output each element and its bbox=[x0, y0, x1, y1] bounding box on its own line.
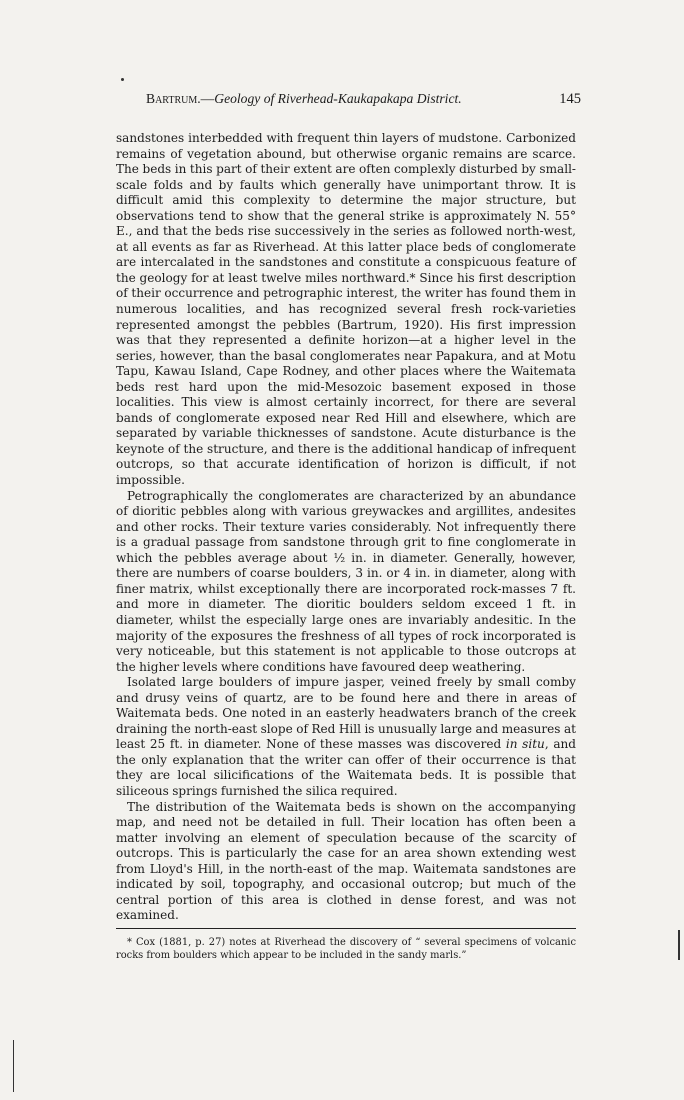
paragraph-1-text: sandstones interbedded with frequent thin layers of mudstone. Carbonized remains of vegetation abound, but otherwise organic remains are scarce. The beds in this part of their extent are often complexly disturbed by small-scale folds and by faults which generally have unimportant throw. It is difficult amid this complexity to determine the major structure, but observations tend to show that the general strike is approximately N. 55° E., and that the beds rise successively in the series as followed north-west, at all events as far as Riverhead. At this latter place beds of conglomerate are intercalated in the sandstones and constitute a conspicuous feature of the geology for at least twelve miles northward.* Since his first description of their occurrence and petrographic interest, the writer has found them in numerous localities, and has recognized several fresh rock-varieties represented amongst the pebbles (Bartrum, 1920). His first impression was that they represented a definite horizon—at a higher level in the series, however, than the basal conglomerates near Papakura, and at Motu Tapu, Kawau Island, Cape Rodney, and other places where the Waitemata beds rest hard upon the mid-Mesozoic basement exposed in those localities. This view is almost certainly incorrect, for there are several bands of conglomerate exposed near Red Hill and elsewhere, which are separated by variable thicknesses of sandstone. Acute disturbance is the keynote of the structure, and there is the additional handicap of infrequent outcrops, so that accurate identification of horizon is difficult, if not impossible. bbox=[116, 131, 576, 488]
scan-edge-line bbox=[678, 930, 680, 960]
footnote bbox=[116, 936, 576, 962]
footnote-divider bbox=[116, 928, 576, 929]
paragraph-2-text: Petrographically the conglomerates are characterized by an abundance of dioritic pebbles along with various greywackes and argillites, andesites and other rocks. Their texture varies considerably. Not infrequently there is a gradual passage from sandstone through grit to fine conglomerate in which the pebbles average about ½ in. in diameter. Generally, however, there are numbers of coarse boulders, 3 in. or 4 in. in diameter, along with finer matrix, whilst exceptionally there are incorporated rock-masses 7 ft. and more in diameter. The dioritic boulders seldom exceed 1 ft. in diameter, whilst the especially large ones are invariably andesitic. In the majority of the exposures the freshness of all types of rock incorporated is very noticeable, but this statement is not applicable to those outcrops at the higher levels where conditions have favoured deep weathering. bbox=[116, 488, 576, 674]
paragraph-2 bbox=[116, 489, 576, 676]
paragraph-3 bbox=[116, 675, 576, 799]
paragraph-1 bbox=[116, 131, 576, 489]
running-header bbox=[146, 90, 581, 108]
paragraph-3-text-a: Isolated large boulders of impure jasper, veined freely by small comby and drusy veins of quartz, are to be found here and there in areas of Waitemata beds. One noted in an easterly headwaters branch of the creek draining the north-east slope of Red Hill is unusually large and measures at least 25 ft. in diameter. None of these masses was discovered bbox=[116, 675, 576, 752]
paragraph-3-in-situ: in situ bbox=[505, 737, 545, 752]
page-number: 145 bbox=[559, 91, 581, 107]
header-separator: .— bbox=[197, 91, 215, 106]
header-title: Geology of Riverhead-Kaukapakapa District. bbox=[214, 91, 462, 106]
footnote-text: * Cox (1881, p. 27) notes at Riverhead the discovery of “ several specimens of volcanic rocks from boulders which appear to be included in the sandy marls.” bbox=[116, 937, 576, 961]
scan-speck bbox=[121, 78, 124, 81]
paragraph-4 bbox=[116, 800, 576, 924]
scan-margin-stroke bbox=[13, 1040, 14, 1092]
paragraph-4-text: The distribution of the Waitemata beds is shown on the accompanying map, and need not be detailed in full. Their location has often been a matter involving an element of speculation because of the scarcity of outcrops. This is particularly the case for an area shown extending west from Lloyd's Hill, in the north-east of the map. Waitemata sandstones are indicated by soil, topography, and occasional outcrop; but much of the central portion of this area is clothed in dense forest, and was not examined. bbox=[116, 799, 576, 923]
header-author: Bartrum bbox=[146, 91, 198, 106]
paragraph-3-text-b: , and the only explanation that the writer can offer of their occurrence is that they are local silicifications of the Waitemata beds. It is possible that siliceous springs furnished the silica required. bbox=[116, 737, 576, 798]
article-body bbox=[116, 131, 576, 924]
